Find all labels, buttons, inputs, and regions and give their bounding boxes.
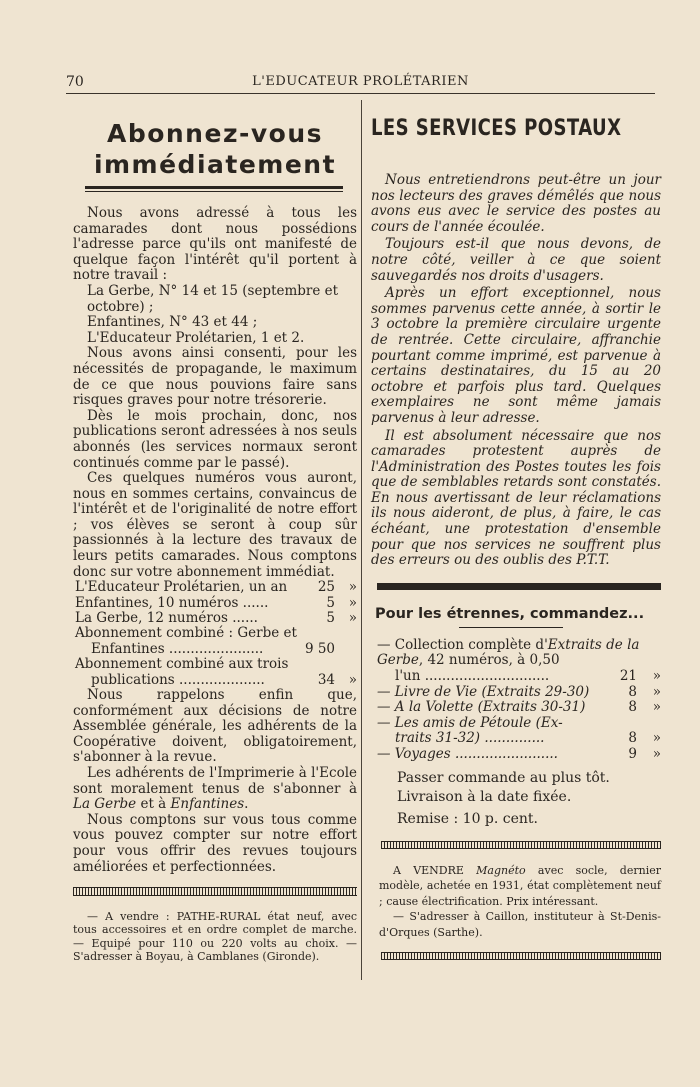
- order-note: Passer commande au plus tôt.: [397, 769, 610, 786]
- paragraph: Dès le mois prochain, donc, nos publications seront adressées à nos seuls abonnés (les services normaux seront continués comme par le passé).: [73, 407, 357, 471]
- postal-services-heading: LES SERVICES POSTAUX: [371, 116, 622, 141]
- intro-paragraph: Nous avons adressé à tous les camarades dont nous possédions l'adresse parce qu'ils ont manifesté de quelque façon l'intérêt qu'il portent à notre travail :: [73, 205, 357, 284]
- paragraph: Nous avons ainsi consenti, pour les nécessités de propagande, le maximum de ce que nous pouvions faire sans risques graves pour notre trésorerie.: [73, 345, 357, 409]
- paragraph: Après un effort exceptionnel, nous sommes parvenus cette année, à sortir le 3 octobre la première circulaire urgente de rentrée. Cette circulaire, affranchie pourtant comme imprimé, est parvenue à certains destinataires, du 15 au 20 octobre et parfois plus tard. Quelques exemplaires ne sont même jamais parvenus à leur adresse.: [371, 285, 661, 426]
- etrennes-row: — Collection complète d'Extraits de la Gerbe, 42 numéros, à 0,50: [377, 636, 640, 669]
- order-note: Livraison à la date fixée.: [397, 788, 572, 805]
- etrennes-row: — A la Volette (Extraits 30-31) 8 »: [377, 699, 661, 716]
- subscribe-heading: Abonnez-vous immédiatement: [93, 119, 337, 179]
- running-title: L'EDUCATEUR PROLÉTARIEN: [252, 74, 469, 89]
- price-row: Enfantines, 10 numéros ...... 5 »: [75, 594, 357, 611]
- paragraph: Il est absolument nécessaire que nos camarades protestent auprès de l'Administration des Postes toutes les fois que de semblables retards sont constatés. En nous avertissant de leur réclamations ils nous aideront, de plus, à faire, le cas échéant, une protestation d'ensemble pour que nos services ne souffrent plus des erreurs ou des oublis des P.T.T.: [371, 427, 661, 569]
- page-number: 70: [66, 74, 84, 90]
- list-item: Enfantines, N° 43 et 44 ;: [87, 314, 258, 331]
- hatched-rule: [73, 887, 357, 896]
- column-divider: [361, 100, 362, 980]
- hatched-rule: [381, 952, 661, 960]
- price-list: [73, 580, 357, 688]
- thick-rule: [377, 583, 661, 590]
- order-note: Remise : 10 p. cent.: [397, 810, 539, 827]
- paragraph: Ces quelques numéros vous auront, nous en sommes certains, convaincus de l'intérêt et de l'originalité de notre effort ; vos élèves se seront à coup sûr passionnés à la lecture des travaux de leurs petits camarades. Nous comptons donc sur votre abonnement immédiat.: [73, 470, 357, 580]
- etrennes-row: traits 31-32) .............. 8 »: [395, 730, 661, 747]
- list-item: La Gerbe, N° 14 et 15 (septembre et octobre) ;: [87, 282, 339, 315]
- page-header: [66, 74, 655, 92]
- heading-rule: [85, 186, 343, 192]
- etrennes-row: — Livre de Vie (Extraits 29-30) 8 »: [377, 683, 661, 700]
- paragraph: Les adhérents de l'Imprimerie à l'Ecole sont moralement tenus de s'abonner à La Gerbe et à Enfantines.: [73, 765, 357, 813]
- price-row: Enfantines ...................... 9 50: [91, 640, 335, 657]
- classified-ad: — S'adresser à Caillon, instituteur à St-Denis-d'Orques (Sarthe).: [379, 910, 661, 939]
- price-row: La Gerbe, 12 numéros ...... 5 »: [75, 610, 357, 627]
- price-row: Abonnement combiné : Gerbe et: [75, 625, 297, 642]
- paragraph: Toujours est-il que nous devons, de notre côté, veiller à ce que soient sauvegardés nos droits d'usagers.: [371, 236, 661, 284]
- etrennes-row: — Voyages ........................ 9 »: [377, 746, 661, 762]
- classified-ad: A VENDRE Magnéto avec socle, dernier modèle, achetée en 1931, état complètement neuf ; cause électrification. Prix intéressant.: [379, 863, 661, 908]
- right-column: [371, 115, 661, 974]
- etrennes-row: l'un ............................. 21 »: [395, 668, 661, 685]
- etrennes-row: — Les amis de Pétoule (Ex-: [377, 714, 563, 731]
- etrennes-heading: Pour les étrennes, commandez...: [375, 605, 645, 622]
- short-rule: [459, 627, 563, 628]
- price-row: Abonnement combiné aux trois: [75, 656, 289, 673]
- paragraph: Nous entretiendrons peut-être un jour nos lecteurs des graves démêlés que nous avons eus avec le service des postes au cours de l'année écoulée.: [371, 172, 661, 235]
- hatched-rule: [381, 841, 661, 849]
- price-row: publications .................... 34 »: [91, 671, 357, 688]
- classified-ad: — A vendre : PATHE-RURAL état neuf, avec tous accessoires et en ordre complet de marche. — Equipé pour 110 ou 220 volts au choix. — S'adresser à Boyau, à Camblanes (Gironde).: [73, 910, 357, 963]
- paragraph: Nous rappelons enfin que, conformément aux décisions de notre Assemblée générale, les adhérents de la Coopérative doivent, obligatoirement, s'abonner à la revue.: [73, 687, 357, 766]
- list-item: L'Educateur Prolétarien, 1 et 2.: [87, 329, 305, 346]
- header-rule: [66, 93, 655, 94]
- left-column: [73, 118, 357, 963]
- price-row: L'Educateur Prolétarien, un an 25 »: [75, 579, 357, 596]
- paragraph: Nous comptons sur vous tous comme vous pouvez compter sur notre effort pour vous offrir des revues toujours améliorées et perfectionnées.: [73, 811, 357, 875]
